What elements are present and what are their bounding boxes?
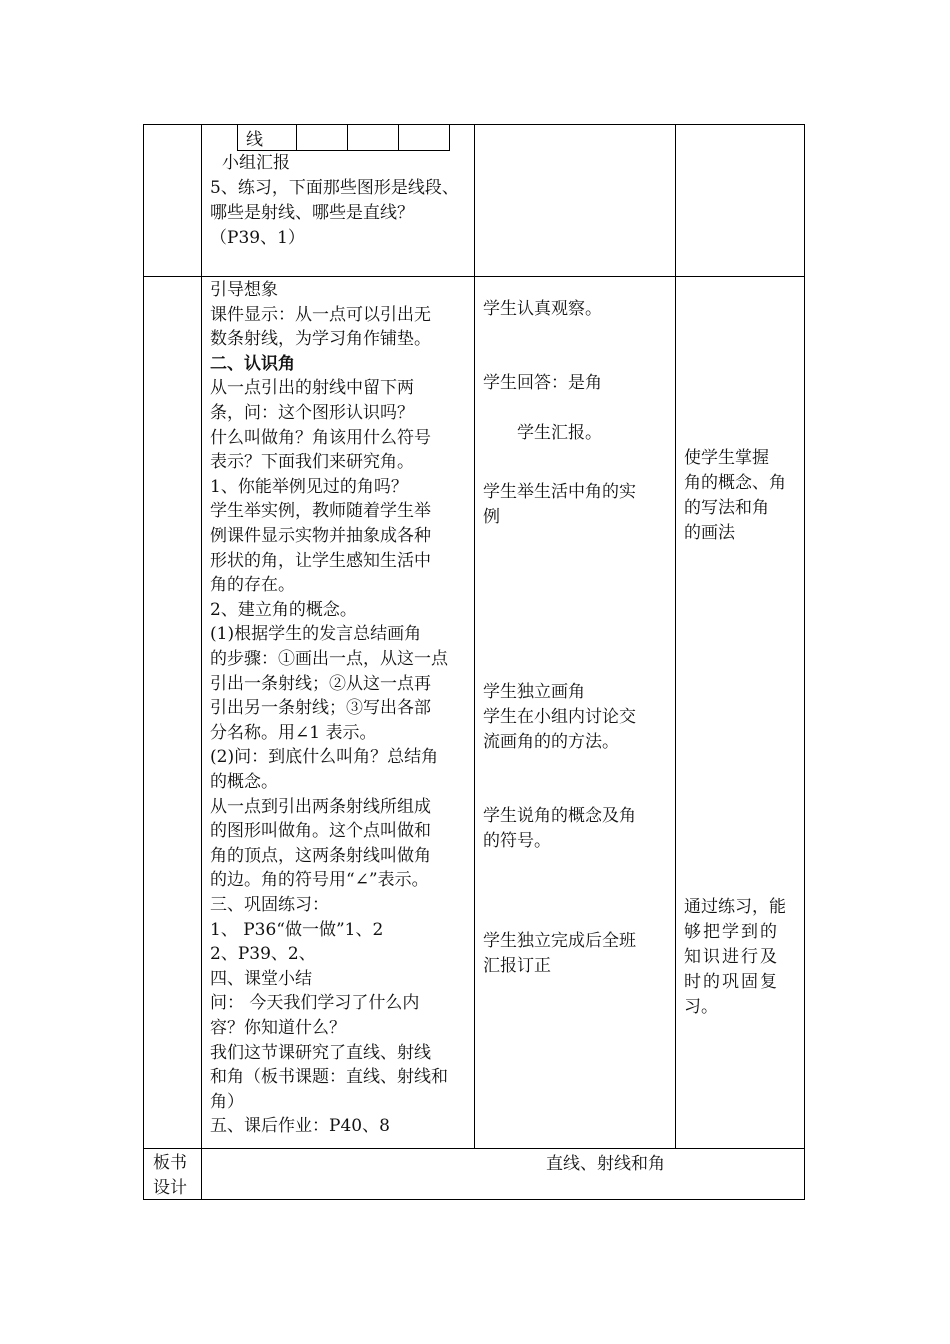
intent-note: 角的概念、角 [684,473,786,493]
text-line: 数条射线，为学习角作铺垫。 [210,329,431,350]
intent-note: 习。 [684,997,718,1017]
text-line: 引出另一条射线；③写出各部 [210,698,431,719]
text-line: 问： 今天我们学习了什么内 [210,993,420,1014]
student-note: 学生认真观察。 [483,299,602,319]
student-note: 流画角的的方法。 [483,732,619,752]
student-note: 的符号。 [483,831,551,851]
student-note: 学生在小组内讨论交 [483,707,636,727]
text-line: 1、 P36“做一做”1、2 [210,919,384,940]
text-line: 角的存在。 [210,575,295,596]
intent-note: 知识进行及 [684,947,779,967]
section-heading: 二、认识角 [210,353,295,374]
text-line: 容？你知道什么？ [210,1018,346,1038]
board-label: 设计 [153,1178,187,1198]
mini-table [237,125,450,151]
col-divider-2 [474,124,475,1148]
text-line: 2、建立角的概念。 [210,599,357,620]
text-line: 角） [210,1091,244,1112]
text-line: (1)根据学生的发言总结画角 [210,624,422,645]
text-line: 和角（板书课题：直线、射线和 [210,1067,448,1088]
text-line: 引导想象 [210,280,278,300]
student-note: 学生举生活中角的实 [483,482,636,502]
text-line: 四、课堂小结 [210,968,312,989]
student-note: 学生汇报。 [517,423,602,443]
text-line: 从一点到引出两条射线所组成 [210,796,431,817]
text-line: 小组汇报 [222,153,290,173]
text-line: 2、P39、2、 [210,944,316,965]
board-label: 板书 [153,1153,187,1173]
text-line: 的概念。 [210,772,278,792]
student-note: 学生独立完成后全班 [483,931,636,951]
student-note: 学生回答：是角 [483,373,602,393]
text-line: 表示？下面我们来研究角。 [210,452,414,473]
text-line: 角的顶点，这两条射线叫做角 [210,845,431,866]
text-line: 从一点引出的射线中留下两 [210,378,414,399]
student-note: 学生独立画角 [483,682,585,702]
text-line: (2)问：到底什么叫角？总结角 [210,747,439,768]
row-divider-1 [143,276,805,277]
text-line: 课件显示：从一点可以引出无 [210,304,431,325]
text-line: 5、练习，下面那些图形是线段、 [210,178,459,198]
text-line: 1、你能举例见过的角吗？ [210,476,408,497]
intent-note: 使学生掌握 [684,448,769,468]
text-line: 引出一条射线；②从这一点再 [210,673,431,694]
text-line: 的步骤：①画出一点，从这一点 [210,649,448,669]
mini-table-cell [348,125,399,151]
board-content: 直线、射线和角 [546,1154,665,1174]
text-line: 条，问：这个图形认识吗？ [210,403,414,423]
row-divider-2 [143,1148,805,1149]
intent-note: 够把学到的 [684,922,779,942]
mini-table-cell [297,125,348,151]
intent-note: 的画法 [684,523,735,543]
text-line: 哪些是射线、哪些是直线？ [210,203,414,223]
text-line: 什么叫做角？角该用什么符号 [210,427,431,448]
text-line: 学生举实例，教师随着学生举 [210,501,431,522]
student-note: 汇报订正 [483,956,551,976]
col-divider-1 [201,124,202,1200]
text-line: 五、课后作业：P40、8 [210,1116,390,1137]
text-line: 的边。角的符号用“∠”表示。 [210,870,429,891]
intent-note: 的写法和角 [684,498,769,518]
text-line: 形状的角，让学生感知生活中 [210,550,431,571]
student-note: 例 [483,507,500,527]
mini-table-cell: 线 [238,125,297,151]
intent-note: 时的巩固复 [684,972,779,992]
intent-note: 通过练习，能 [684,897,786,917]
text-line: 分名称。用∠1 表示。 [210,722,377,743]
text-line: 例课件显示实物并抽象成各种 [210,526,431,546]
text-line: 三、巩固练习： [210,895,329,915]
student-note: 学生说角的概念及角 [483,806,636,826]
mini-table-cell [399,125,450,151]
col-divider-3 [675,124,676,1148]
text-line: （P39、1） [210,228,305,248]
text-line: 我们这节课研究了直线、射线 [210,1042,431,1063]
text-line: 的图形叫做角。这个点叫做和 [210,821,431,842]
